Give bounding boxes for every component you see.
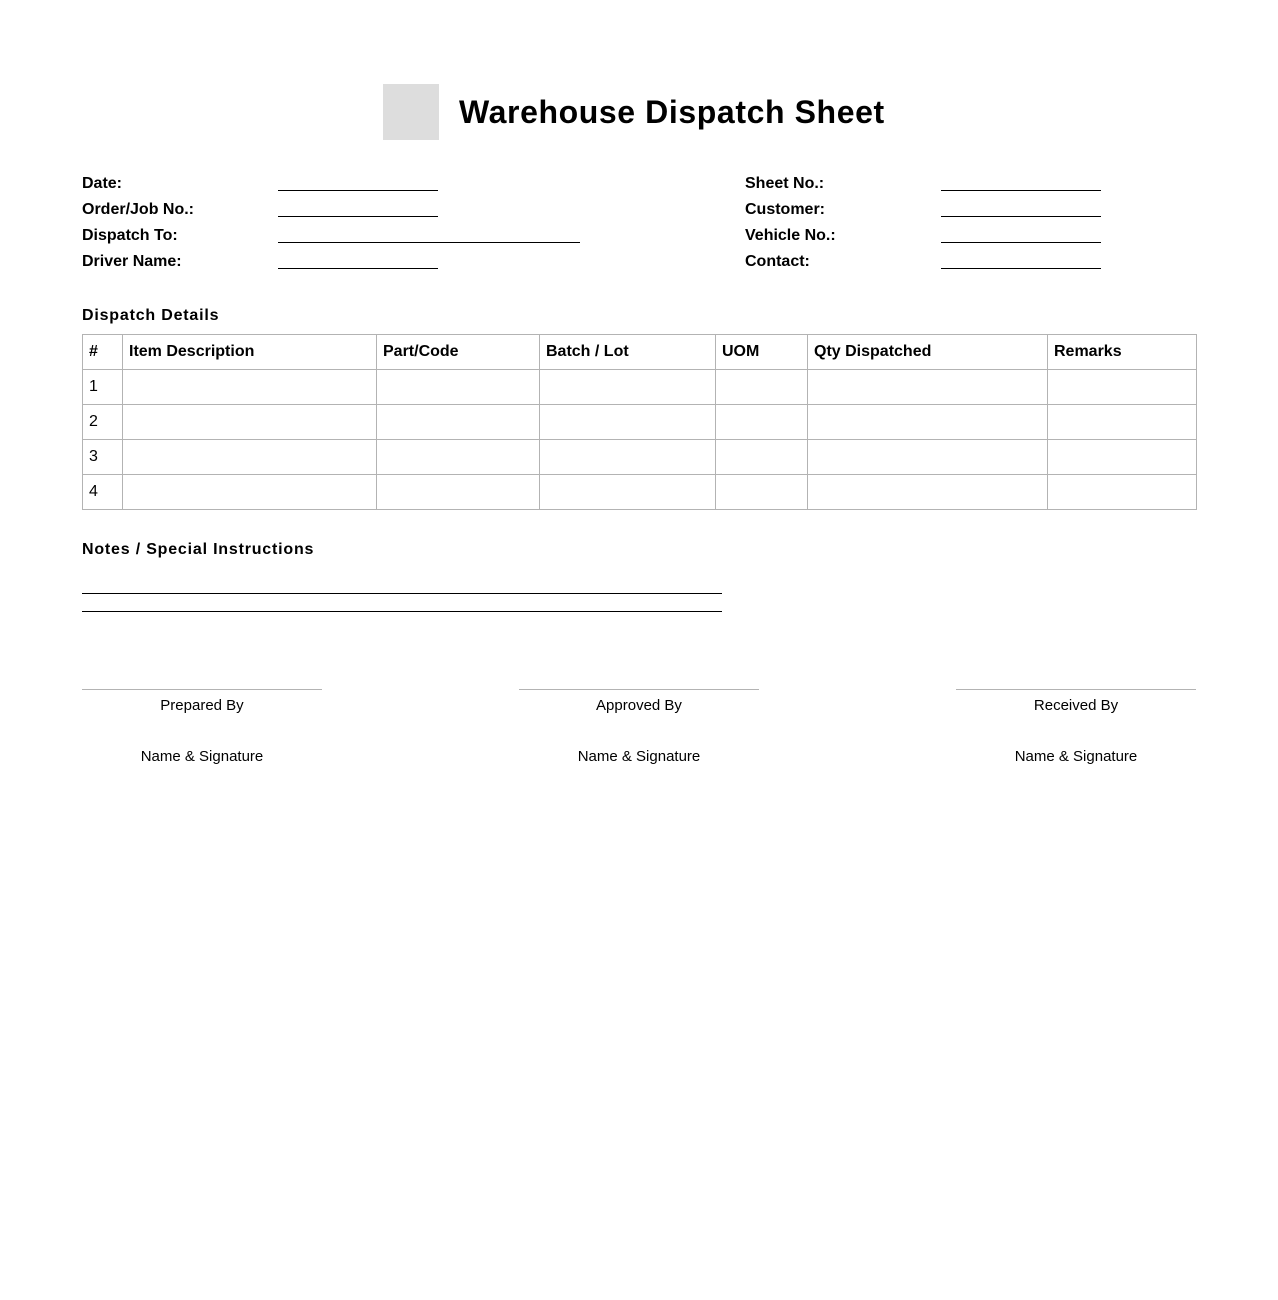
column-header-remarks: Remarks [1048, 335, 1197, 370]
item-description-cell[interactable] [123, 440, 377, 475]
signature-line[interactable] [519, 689, 759, 690]
row-number: 1 [83, 370, 123, 405]
signature-caption: Name & Signature [1014, 748, 1138, 765]
row-number: 4 [83, 475, 123, 510]
column-header-batch-lot: Batch / Lot [540, 335, 716, 370]
column-header-number: # [83, 335, 123, 370]
signature-line[interactable] [956, 689, 1196, 690]
part-code-cell[interactable] [377, 440, 540, 475]
uom-cell[interactable] [716, 440, 808, 475]
part-code-cell[interactable] [377, 405, 540, 440]
customer-field[interactable] [941, 216, 1101, 217]
column-header-part-code: Part/Code [377, 335, 540, 370]
vehicle-no-label: Vehicle No.: [745, 227, 836, 244]
part-code-cell[interactable] [377, 370, 540, 405]
qty-dispatched-cell[interactable] [808, 475, 1048, 510]
signature-block-approved [519, 689, 759, 766]
notes-line-2[interactable] [82, 611, 722, 612]
remarks-cell[interactable] [1048, 405, 1197, 440]
item-description-cell[interactable] [123, 370, 377, 405]
column-header-item-description: Item Description [123, 335, 377, 370]
batch-lot-cell[interactable] [540, 405, 716, 440]
signature-role: Approved By [596, 697, 682, 714]
table-row [83, 405, 1197, 440]
qty-dispatched-cell[interactable] [808, 405, 1048, 440]
table-row [83, 475, 1197, 510]
signature-role: Received By [1033, 697, 1119, 714]
remarks-cell[interactable] [1048, 440, 1197, 475]
signature-role: Prepared By [160, 697, 244, 714]
signature-block-received [956, 689, 1196, 766]
driver-name-field[interactable] [278, 268, 438, 269]
batch-lot-cell[interactable] [540, 475, 716, 510]
logo-placeholder [383, 84, 439, 140]
signature-caption: Name & Signature [140, 748, 264, 765]
dispatch-to-label: Dispatch To: [82, 227, 178, 244]
date-field[interactable] [278, 190, 438, 191]
vehicle-no-field[interactable] [941, 242, 1101, 243]
qty-dispatched-cell[interactable] [808, 440, 1048, 475]
table-row [83, 370, 1197, 405]
header [383, 84, 885, 140]
column-header-qty-dispatched: Qty Dispatched [808, 335, 1048, 370]
remarks-cell[interactable] [1048, 370, 1197, 405]
table-row [83, 440, 1197, 475]
table-header-row [83, 335, 1197, 370]
item-description-cell[interactable] [123, 405, 377, 440]
contact-label: Contact: [745, 253, 810, 270]
driver-name-label: Driver Name: [82, 253, 182, 270]
dispatch-to-field[interactable] [278, 242, 580, 243]
dispatch-details-heading: Dispatch Details [82, 307, 220, 324]
qty-dispatched-cell[interactable] [808, 370, 1048, 405]
batch-lot-cell[interactable] [540, 440, 716, 475]
batch-lot-cell[interactable] [540, 370, 716, 405]
customer-label: Customer: [745, 201, 826, 218]
uom-cell[interactable] [716, 370, 808, 405]
contact-field[interactable] [941, 268, 1101, 269]
date-label: Date: [82, 175, 123, 192]
uom-cell[interactable] [716, 405, 808, 440]
part-code-cell[interactable] [377, 475, 540, 510]
row-number: 3 [83, 440, 123, 475]
row-number: 2 [83, 405, 123, 440]
sheet-no-label: Sheet No.: [745, 175, 825, 192]
signature-block-prepared [82, 689, 322, 766]
column-header-uom: UOM [716, 335, 808, 370]
notes-heading: Notes / Special Instructions [82, 541, 315, 558]
signature-line[interactable] [82, 689, 322, 690]
item-description-cell[interactable] [123, 475, 377, 510]
sheet-no-field[interactable] [941, 190, 1101, 191]
notes-line-1[interactable] [82, 593, 722, 594]
dispatch-table [82, 334, 1197, 510]
page-title: Warehouse Dispatch Sheet [459, 93, 885, 130]
order-job-no-field[interactable] [278, 216, 438, 217]
order-job-no-label: Order/Job No.: [82, 201, 195, 218]
uom-cell[interactable] [716, 475, 808, 510]
remarks-cell[interactable] [1048, 475, 1197, 510]
signature-caption: Name & Signature [577, 748, 701, 765]
